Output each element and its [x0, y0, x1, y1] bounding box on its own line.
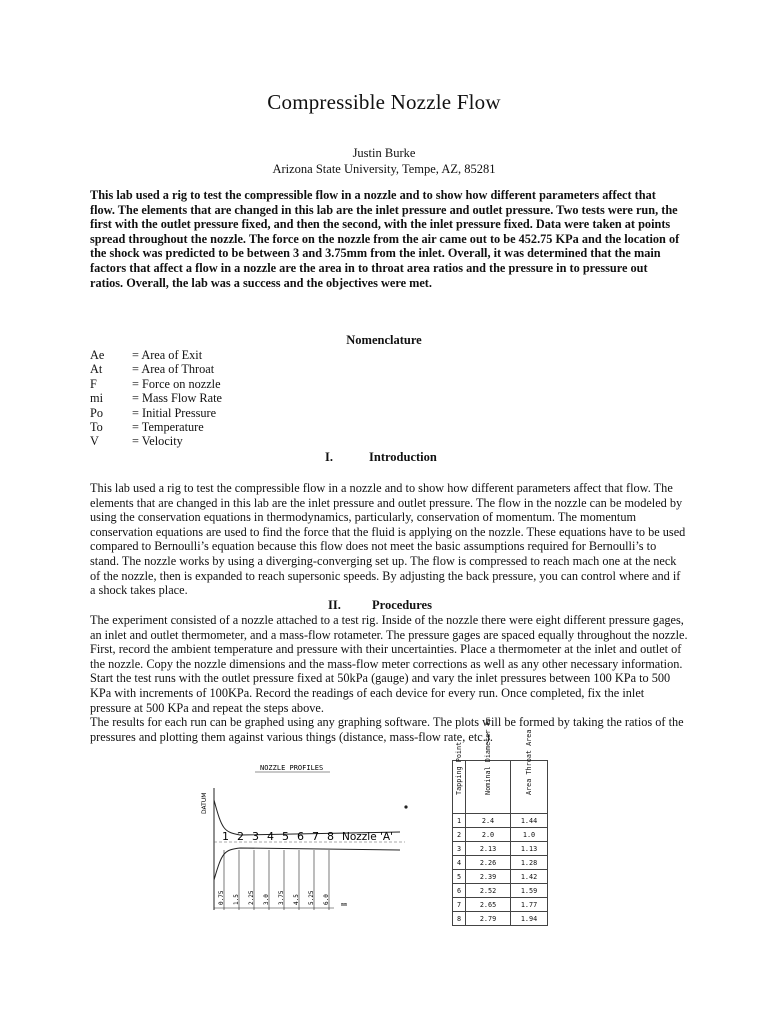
intro-section-title: Introduction: [369, 450, 437, 464]
nomenclature-item: [90, 434, 222, 448]
table-cell: 1.77: [511, 898, 548, 912]
tapping-point-labels: [222, 830, 334, 843]
nomenclature-item: [90, 420, 222, 434]
dimension-lines: [214, 850, 334, 910]
table-cell: 1.13: [511, 842, 548, 856]
table-row: [453, 828, 548, 842]
table-header-cell: Nominal Diameter mm: [466, 761, 511, 814]
table-row: [453, 870, 548, 884]
tapping-point-label: 5: [282, 830, 289, 843]
distance-label: 0.75: [218, 890, 225, 905]
nomenclature-symbol: F: [90, 376, 97, 391]
table-cell: 5: [453, 870, 466, 884]
table-row: [453, 814, 548, 828]
table-row: [453, 842, 548, 856]
procedures-paragraph-1: The experiment consisted of a nozzle attached to a test rig. Inside of the nozzle there were eight different pressure gages, an inlet and outlet thermometer, and a mass-flow rotameter. The pressure gages are spaced equally throughout the nozzle.: [90, 613, 688, 642]
table-cell: 3: [453, 842, 466, 856]
abstract: This lab used a rig to test the compressible flow in a nozzle and to show how different parameters affect that flow. The elements that are changed in this lab are the inlet pressure and outlet pressure. Two tests were run, the first with the outlet pressure fixed, and then the second, with the inlet pressure fixed. Data were taken at points spread throughout the nozzle. The force on the nozzle from the air came out to be 452.75 KPa and the location of the shock was predicted to be between 3 and 3.75mm from the inlet. Overall, it was determined that the main factors that affect a flow in a nozzle are the area in to throat area ratios and the pressure in to pressure out ratios. Overall, the lab was a success and the objectives were met.: [90, 188, 680, 290]
tapping-point-table: [452, 717, 548, 926]
table-row: [453, 856, 548, 870]
table-cell: 1: [453, 814, 466, 828]
nomenclature-definition: = Area of Exit: [132, 348, 203, 362]
table-cell: 1.42: [511, 870, 548, 884]
tapping-point-label: 6: [297, 830, 304, 843]
nomenclature-item: [90, 362, 222, 376]
unit-label: mm: [341, 902, 348, 908]
procedures-paragraph-3: The results for each run can be graphed using any graphing software. The plots will be formed by taking the ratios of the pressures and plotting them against various things (distance, mass-flow rate, etc.).: [90, 715, 684, 744]
nozzle-profile-figure: [200, 760, 420, 930]
procedures-section-number: II.: [328, 598, 341, 612]
nozzle-label: Nozzle 'A': [342, 831, 393, 843]
table-cell: 2.65: [466, 898, 511, 912]
distance-labels: [218, 890, 330, 905]
nomenclature-item: [90, 377, 222, 391]
procedures-heading: [328, 598, 432, 613]
intro-section-number: I.: [325, 450, 333, 464]
table-row: [453, 884, 548, 898]
author-name: Justin Burke: [352, 146, 416, 160]
procedures-paragraph-2: First, record the ambient temperature and pressure with their uncertainties. Place a thermometer at the inlet and outlet of the nozzle. Copy the nozzle dimensions and the mass-flow meter corrections as well as any other necessary information. Start the test runs with the outlet pressure fixed at 50kPa (gauge) and vary the inlet pressures between 100 KPa to 500 KPa with increments of 100KPa. Record the readings of each device for every run. Once completed, fix the inlet pressure at 500 KPa and repeat the steps above.: [90, 642, 683, 715]
author-affiliation: Arizona State University, Tempe, AZ, 85281: [272, 162, 496, 176]
nomenclature-definition: = Temperature: [132, 420, 204, 435]
procedures-body: [90, 613, 688, 744]
table-cell: 1.59: [511, 884, 548, 898]
nomenclature-heading: Nomenclature: [346, 333, 422, 347]
distance-label: 4.5: [293, 894, 300, 905]
table-cell: 6: [453, 884, 466, 898]
table-header-cell: Area Throat Area: [511, 761, 548, 814]
nomenclature-definition: = Velocity: [132, 434, 183, 449]
table-header-row: [453, 761, 548, 814]
tapping-point-label: 4: [267, 830, 274, 843]
nomenclature-symbol: At: [90, 362, 103, 377]
distance-label: 3.75: [278, 890, 285, 905]
table-row: [453, 912, 548, 926]
figure-heading: NOZZLE PROFILES: [260, 764, 324, 772]
table-cell: 8: [453, 912, 466, 926]
distance-label: 2.25: [248, 890, 255, 905]
nomenclature-symbol: V: [90, 434, 99, 449]
nomenclature-item: [90, 391, 222, 405]
nomenclature-symbol: mi: [90, 391, 103, 406]
table-cell: 2.52: [466, 884, 511, 898]
tapping-point-label: 2: [237, 830, 244, 843]
table-cell: 2: [453, 828, 466, 842]
nozzle-lower-wall: [214, 848, 400, 880]
datum-label: DATUM: [201, 792, 208, 814]
table-cell: 2.0: [466, 828, 511, 842]
author-block: [0, 145, 768, 177]
table-cell: 1.44: [511, 814, 548, 828]
procedures-section-title: Procedures: [372, 598, 432, 612]
intro-body: [90, 481, 688, 598]
nomenclature-definition: = Initial Pressure: [132, 405, 217, 420]
nomenclature-symbol: To: [90, 420, 103, 435]
intro-paragraph: This lab used a rig to test the compressible flow in a nozzle and to show how different parameters affect that flow. The elements that are changed in this lab are the inlet pressure and outlet pressure. The flow in the nozzle can be modeled by using the conservation equations in thermodynamics, particularly, conservation of momentum. The momentum conservation equations are used to find the force that the fluid is applying on the nozzle. These equations have to be used compared to Bernoulli’s equation because this flow does not meet the basic assumptions required for Bernoulli’s to stand. The nozzle works by using a diverging-converging set up. The flow is compressed to reach mach one at the neck of the nozzle, then is expanded to reach supersonic speeds. By adjusting the back pressure, you can control where and if a shock takes place.: [90, 481, 686, 598]
nomenclature-definition: = Area of Throat: [132, 362, 215, 377]
table-cell: 2.4: [466, 814, 511, 828]
table-cell: 1.0: [511, 828, 548, 842]
distance-label: 5.25: [308, 890, 315, 905]
table-cell: 1.28: [511, 856, 548, 870]
nomenclature-definition: = Force on nozzle: [132, 376, 221, 391]
table-cell: 2.26: [466, 856, 511, 870]
nomenclature-symbol: Po: [90, 405, 103, 420]
distance-label: 3.0: [263, 894, 270, 905]
paper-title: Compressible Nozzle Flow: [267, 90, 501, 114]
tapping-point-label: 8: [327, 830, 334, 843]
nomenclature-definition: = Mass Flow Rate: [132, 391, 222, 406]
table-cell: 1.94: [511, 912, 548, 926]
table-header-cell: Tapping Point: [453, 761, 466, 814]
table-cell: 2.39: [466, 870, 511, 884]
table-cell: 2.13: [466, 842, 511, 856]
tapping-point-label: 7: [312, 830, 319, 843]
distance-label: 6.0: [323, 894, 330, 905]
tapping-point-table-wrap: [452, 717, 548, 926]
intro-heading: [325, 450, 437, 465]
tapping-point-label: 3: [252, 830, 259, 843]
nomenclature-item: [90, 348, 222, 362]
distance-label: 1.5: [233, 894, 240, 905]
table-cell: 4: [453, 856, 466, 870]
table-cell: 2.79: [466, 912, 511, 926]
nomenclature-symbol: Ae: [90, 348, 105, 362]
tapping-point-label: 1: [222, 830, 229, 843]
table-cell: 7: [453, 898, 466, 912]
table-row: [453, 898, 548, 912]
nomenclature-list: [90, 348, 222, 449]
nomenclature-item: [90, 406, 222, 420]
